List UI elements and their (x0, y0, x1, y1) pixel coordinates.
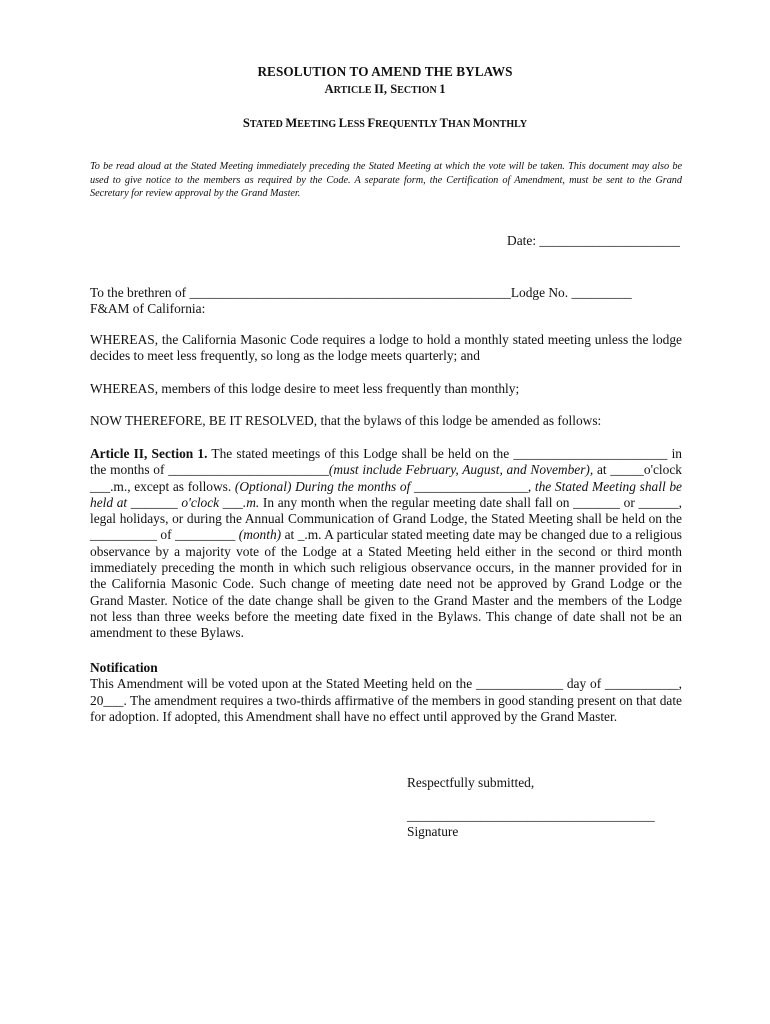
whereas-paragraph-1: WHEREAS, the California Masonic Code requires a lodge to hold a monthly stated meeting unless the lodge decides to meet less frequently, so long as the lodge meets quarterly; and (90, 332, 682, 364)
subtitle-article-section: ARTICLE II, SECTION 1 (324, 82, 446, 96)
jurisdiction-line: F&AM of California: (90, 301, 206, 317)
notification-heading: Notification (90, 660, 158, 675)
date-field: Date: _____________________ (507, 233, 680, 248)
to-brethren-block (90, 285, 682, 318)
article-heading: Article II, Section 1. (90, 446, 208, 461)
whereas-paragraph-2: WHEREAS, members of this lodge desire to meet less frequently than monthly; (90, 381, 520, 396)
notification-text: This Amendment will be voted upon at the Stated Meeting held on the _____________ day of ___________, 20___. The amendment requires a two-thirds affirmative of the members in good standing present on that date for adoption. If adopted, this Amendment shall have no effect until approved by the Grand Master. (90, 676, 682, 724)
signature-line: _____________________________________ (407, 808, 655, 823)
article-section-paragraph: Article II, Section 1. The stated meetings of this Lodge shall be held on the _______________________ in the months of ________________________(must include February, August, and November), at _____o'clock ___.m., except as follows. (Optional) During the months of _________________, the Stated Meeting shall be held at _______ o'clock ___.m. In any month when the regular meeting date shall fall on _______ or ______, legal holidays, or during the Annual Communication of Grand Lodge, the Stated Meeting shall be held on the __________ of _________ (month) at _.m. A particular stated meeting date may be changed due to a religious observance by a majority vote of the Lodge at a Stated Meeting held either in the second or third month immediately preceding the month in which such religious observance occurs, in the manner provided for in the California Masonic Code. Such change of meeting date need not be approved by Grand Lodge or the Grand Master. Notice of the date change shall be given to the Grand Master and the members of the Lodge not less than three weeks before the meeting date fixed in the Bylaws. This change of date shall not be an amendment to these Bylaws. (90, 446, 682, 641)
instructions-paragraph: To be read aloud at the Stated Meeting immediately preceding the Stated Meeting at which the vote will be taken. This document may also be used to give notice to the members as required by the Code. A separate form, the Certification of Amendment, must be sent to the Grand Secretary for review approval by the Grand Master. (90, 161, 682, 199)
subtitle-topic: STATED MEETING LESS FREQUENTLY THAN MONTHLY (242, 116, 528, 130)
signature-label: Signature (407, 824, 459, 839)
notification-section (90, 660, 682, 725)
document-title: RESOLUTION TO AMEND THE BYLAWS (257, 64, 513, 79)
resolved-paragraph: NOW THEREFORE, BE IT RESOLVED, that the bylaws of this lodge be amended as follows: (90, 413, 602, 428)
respectfully-submitted: Respectfully submitted, (407, 775, 535, 790)
to-brethren-line: To the brethren of ________________________________________________Lodge No. _________ (90, 285, 632, 300)
